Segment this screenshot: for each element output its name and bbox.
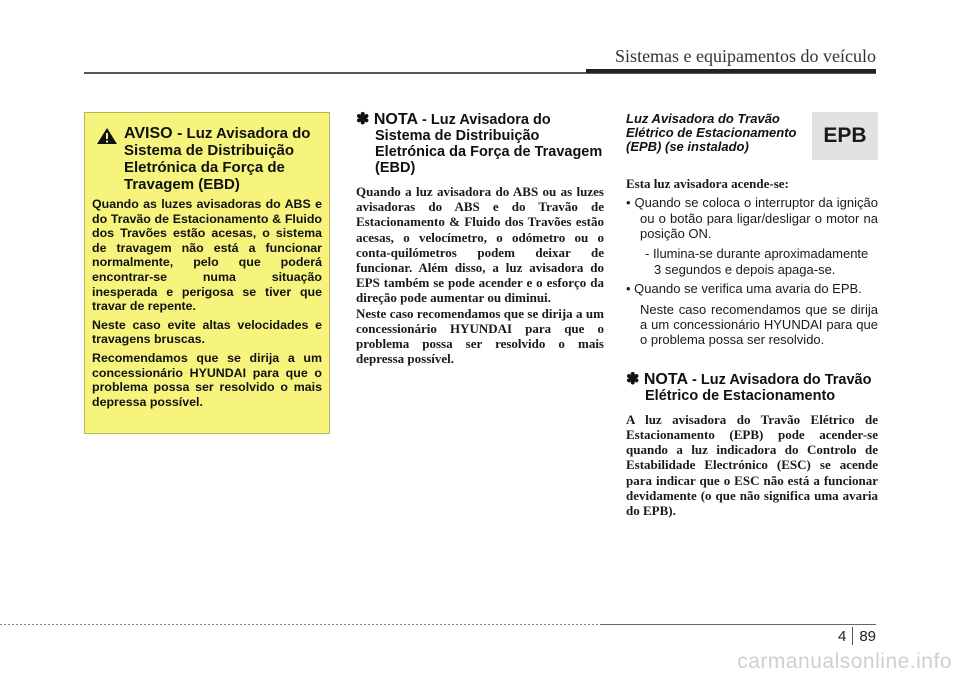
epb-title: Luz Avisadora do Travão Elétrico de Estacionamento (EPB) (se instalado): [626, 111, 797, 154]
epb-intro: Esta luz avisadora acende-se:: [626, 176, 789, 191]
warning-title-text: Luz Avisadora do Sistema de Distribuição Eletrónica da Força de Travagem (EBD): [124, 125, 311, 193]
nota-label: ✽ NOTA: [356, 111, 418, 128]
warning-header: [92, 125, 322, 193]
warning-label: AVISO -: [124, 125, 183, 142]
nota-ebd-paragraph: Quando a luz avisadora do ABS ou as luzes avisadoras do ABS e do Travão de Estacionamento & Fluido dos Travões estão acesas, o velocímetro, o odómetro ou o conta-quilómetros podem deixar de funcionar. Além disso, a luz avisadora do EPS também se pode acender e o esforço da direção pode aumentar ou diminui.: [356, 184, 604, 306]
page-number-separator: [852, 627, 853, 645]
epb-bullet: • Quando se verifica uma avaria do EPB.: [626, 281, 862, 297]
warning-box: [84, 112, 330, 434]
warning-paragraph: Neste caso evite altas velocidades e travagens bruscas.: [92, 317, 322, 347]
header-rule-accent: [586, 69, 876, 73]
page-number-value: 89: [859, 627, 876, 645]
nota-epb-title-text: - Luz Avisadora do Travão Elétrico de Estacionamento: [645, 371, 872, 404]
epb-warning-symbol: EPB: [812, 112, 878, 160]
nota-label: ✽ NOTA: [626, 370, 688, 388]
nota-epb-title: [626, 372, 878, 404]
chapter-number: 4: [837, 627, 847, 645]
nota-ebd-title-text: - Luz Avisadora do Sistema de Distribuição Eletrónica da Força de Travagem (EBD): [375, 112, 603, 176]
warning-paragraph: Quando as luzes avisadoras do ABS e do Travão de Estacionamento & Fluido dos Travões estão acesas, o sistema de travagem não está a funcionar normalmente, pelo que poderá encontrar-se numa situação inesperada e perigosa se tiver que travar de repente.: [92, 197, 322, 314]
warning-triangle-icon: [96, 127, 118, 145]
page-number: [838, 627, 876, 645]
warning-paragraph: Recomendamos que se dirija a um concessionário HYUNDAI para que o problema possa ser resolvido o mais depressa possível.: [92, 350, 322, 409]
right-column: [626, 112, 878, 518]
warning-title: [124, 125, 322, 193]
epb-bullet-detail: Neste caso recomendamos que se dirija a um concessionário HYUNDAI para que o problema possa ser resolvido.: [640, 301, 878, 348]
middle-column: [356, 112, 604, 366]
watermark: carmanualsonline.info: [737, 650, 952, 673]
nota-epb-paragraph: A luz avisadora do Travão Elétrico de Estacionamento (EPB) pode acender-se quando a luz indicadora do Controlo de Estabilidade Electrónico (ESC) se acende para indicar que o ESC não está a funcionar devidamente (o que não significa uma avaria do EPB).: [626, 411, 878, 519]
footer-rule-solid: [600, 624, 876, 625]
epb-header: [626, 112, 878, 164]
epb-sub-item: - Ilumina-se durante aproximadamente 3 segundos e depois apaga-se.: [645, 246, 869, 277]
section-title: Sistemas e equipamentos do veículo: [615, 46, 876, 66]
nota-ebd-title: [356, 112, 604, 176]
nota-ebd-paragraph: Neste caso recomendamos que se dirija a um concessionário HYUNDAI para que o problema possa ser resolvido o mais depressa possível.: [356, 305, 604, 367]
epb-bullet: • Quando se coloca o interruptor da ignição ou o botão para ligar/desligar o motor na posição ON.: [626, 195, 878, 242]
